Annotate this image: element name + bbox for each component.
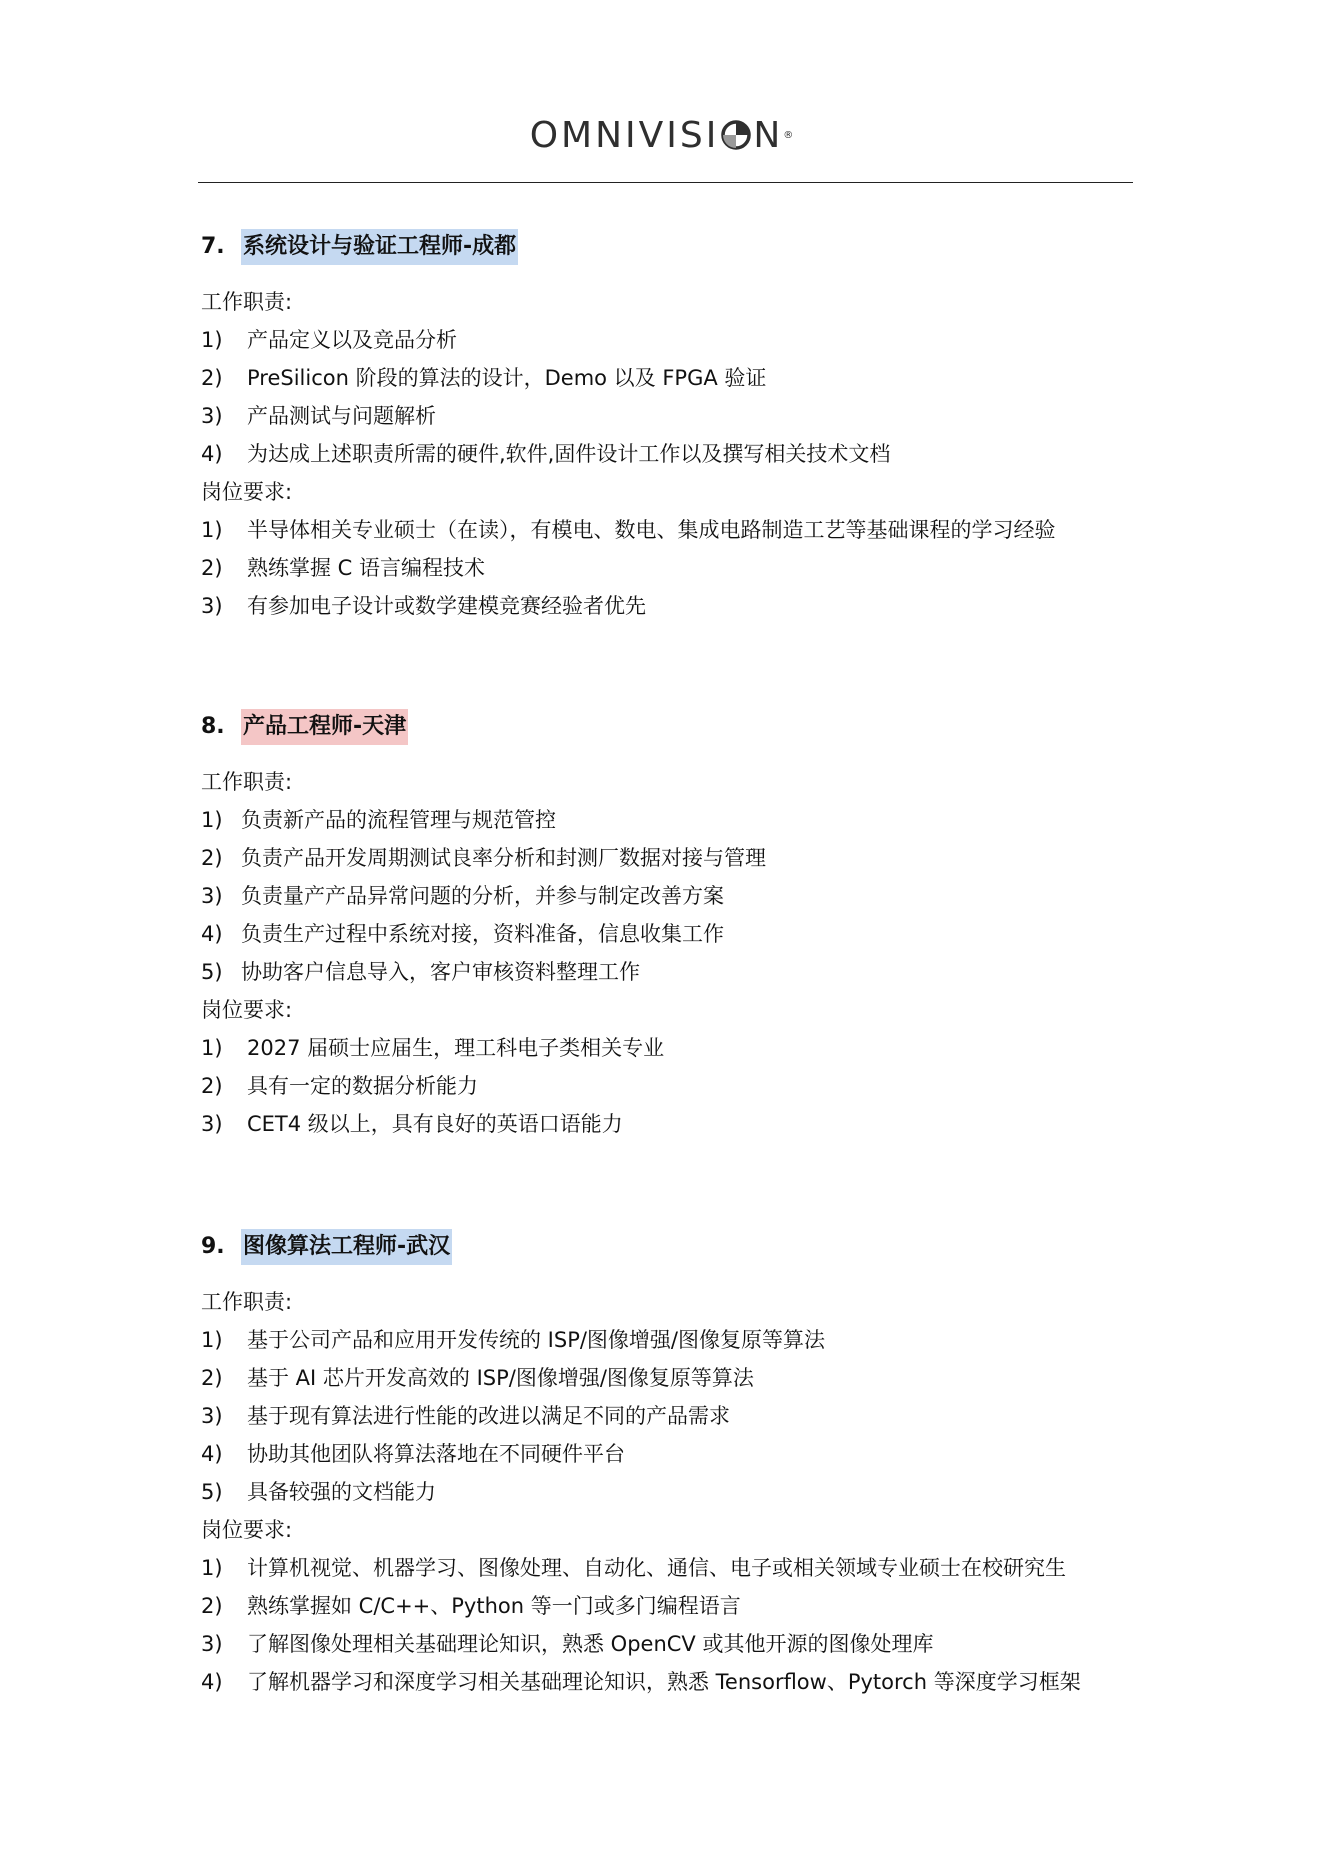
item-text: 负责量产产品异常问题的分析，并参与制定改善方案 [241, 884, 724, 908]
item-number: 3) [201, 884, 223, 908]
job-section-7 [201, 227, 1141, 625]
list-item [201, 549, 1141, 587]
item-number: 3) [201, 1112, 223, 1136]
list-item [201, 839, 1141, 877]
item-text: PreSilicon 阶段的算法的设计，Demo 以及 FPGA 验证 [247, 366, 767, 390]
logo-o-mark-icon [720, 116, 752, 148]
header-rule [198, 182, 1133, 183]
duties-list [201, 801, 1141, 991]
item-number: 4) [201, 922, 223, 946]
item-number: 1) [201, 328, 223, 352]
item-number: 2) [201, 1366, 223, 1390]
item-text: 2027 届硕士应届生，理工科电子类相关专业 [247, 1036, 665, 1060]
job-title: 图像算法工程师-武汉 [241, 1229, 452, 1265]
item-number: 2) [201, 556, 223, 580]
requirements-list [201, 511, 1141, 625]
item-number: 3) [201, 1404, 223, 1428]
item-text: 具备较强的文档能力 [247, 1480, 436, 1504]
item-text: 为达成上述职责所需的硬件,软件,固件设计工作以及撰写相关技术文档 [247, 442, 891, 466]
list-item [201, 877, 1141, 915]
item-number: 5) [201, 1480, 223, 1504]
job-title: 系统设计与验证工程师-成都 [241, 229, 518, 265]
list-item [201, 1105, 1141, 1143]
item-number: 3) [201, 594, 223, 618]
list-item [201, 435, 1141, 473]
requirements-list [201, 1029, 1141, 1143]
item-text: 负责生产过程中系统对接，资料准备，信息收集工作 [241, 922, 724, 946]
item-number: 3) [201, 1632, 223, 1656]
item-text: 了解图像处理相关基础理论知识，熟悉 OpenCV 或其他开源的图像处理库 [247, 1632, 934, 1656]
list-item [201, 1435, 1141, 1473]
list-item [201, 1359, 1141, 1397]
section-heading [201, 1227, 1141, 1267]
duties-label: 工作职责: [201, 770, 293, 794]
requirements-label: 岗位要求: [201, 1518, 293, 1542]
section-heading [201, 227, 1141, 267]
list-item [201, 321, 1141, 359]
section-heading [201, 707, 1141, 747]
list-item [201, 1067, 1141, 1105]
section-number: 8. [201, 714, 225, 739]
item-number: 2) [201, 1594, 223, 1618]
item-number: 1) [201, 518, 223, 542]
item-text: 基于现有算法进行性能的改进以满足不同的产品需求 [247, 1404, 730, 1428]
list-item [201, 1663, 1141, 1701]
duties-list [201, 1321, 1141, 1511]
item-number: 2) [201, 846, 223, 870]
item-text: 熟练掌握如 C/C++、Python 等一门或多门编程语言 [247, 1594, 741, 1618]
list-item [201, 953, 1141, 991]
list-item [201, 1549, 1141, 1587]
item-text: 有参加电子设计或数学建模竞赛经验者优先 [247, 594, 646, 618]
list-item [201, 1029, 1141, 1067]
section-number: 9. [201, 1234, 225, 1259]
item-text: 半导体相关专业硕士（在读），有模电、数电、集成电路制造工艺等基础课程的学习经验 [247, 518, 1056, 542]
item-text: 了解机器学习和深度学习相关基础理论知识，熟悉 Tensorflow、Pytorch 等深度学习框架 [247, 1670, 1081, 1694]
item-number: 1) [201, 1328, 223, 1352]
item-text: 协助其他团队将算法落地在不同硬件平台 [247, 1442, 625, 1466]
item-number: 5) [201, 960, 223, 984]
list-item [201, 359, 1141, 397]
requirements-list [201, 1549, 1141, 1701]
item-text: 产品定义以及竞品分析 [247, 328, 457, 352]
requirements-label: 岗位要求: [201, 998, 293, 1022]
list-item [201, 1321, 1141, 1359]
logo-text-right: N [753, 115, 784, 156]
list-item [201, 1473, 1141, 1511]
list-item [201, 801, 1141, 839]
item-number: 4) [201, 1670, 223, 1694]
item-number: 1) [201, 808, 223, 832]
job-section-8 [201, 707, 1141, 1143]
item-text: 熟练掌握 C 语言编程技术 [247, 556, 486, 580]
company-logo [0, 112, 1323, 160]
item-number: 1) [201, 1036, 223, 1060]
duties-label: 工作职责: [201, 290, 293, 314]
item-text: 具有一定的数据分析能力 [247, 1074, 478, 1098]
item-number: 3) [201, 404, 223, 428]
item-text: 协助客户信息导入，客户审核资料整理工作 [241, 960, 640, 984]
item-text: 负责新产品的流程管理与规范管控 [241, 808, 556, 832]
list-item [201, 511, 1141, 549]
item-text: 计算机视觉、机器学习、图像处理、自动化、通信、电子或相关领域专业硕士在校研究生 [247, 1556, 1066, 1580]
list-item [201, 397, 1141, 435]
list-item [201, 915, 1141, 953]
item-number: 2) [201, 1074, 223, 1098]
list-item [201, 1625, 1141, 1663]
item-number: 2) [201, 366, 223, 390]
duties-list [201, 321, 1141, 473]
list-item [201, 587, 1141, 625]
list-item [201, 1587, 1141, 1625]
item-number: 4) [201, 442, 223, 466]
requirements-label: 岗位要求: [201, 480, 293, 504]
item-text: 基于公司产品和应用开发传统的 ISP/图像增强/图像复原等算法 [247, 1328, 826, 1352]
job-title: 产品工程师-天津 [241, 709, 408, 745]
logo-text-left: OMNIVISI [529, 115, 720, 156]
item-text: CET4 级以上，具有良好的英语口语能力 [247, 1112, 623, 1136]
item-text: 负责产品开发周期测试良率分析和封测厂数据对接与管理 [241, 846, 766, 870]
item-text: 基于 AI 芯片开发高效的 ISP/图像增强/图像复原等算法 [247, 1366, 754, 1390]
item-number: 1) [201, 1556, 223, 1580]
duties-label: 工作职责: [201, 1290, 293, 1314]
list-item [201, 1397, 1141, 1435]
job-section-9 [201, 1227, 1141, 1701]
registered-mark: ® [783, 130, 794, 141]
section-number: 7. [201, 234, 225, 259]
item-text: 产品测试与问题解析 [247, 404, 436, 428]
item-number: 4) [201, 1442, 223, 1466]
